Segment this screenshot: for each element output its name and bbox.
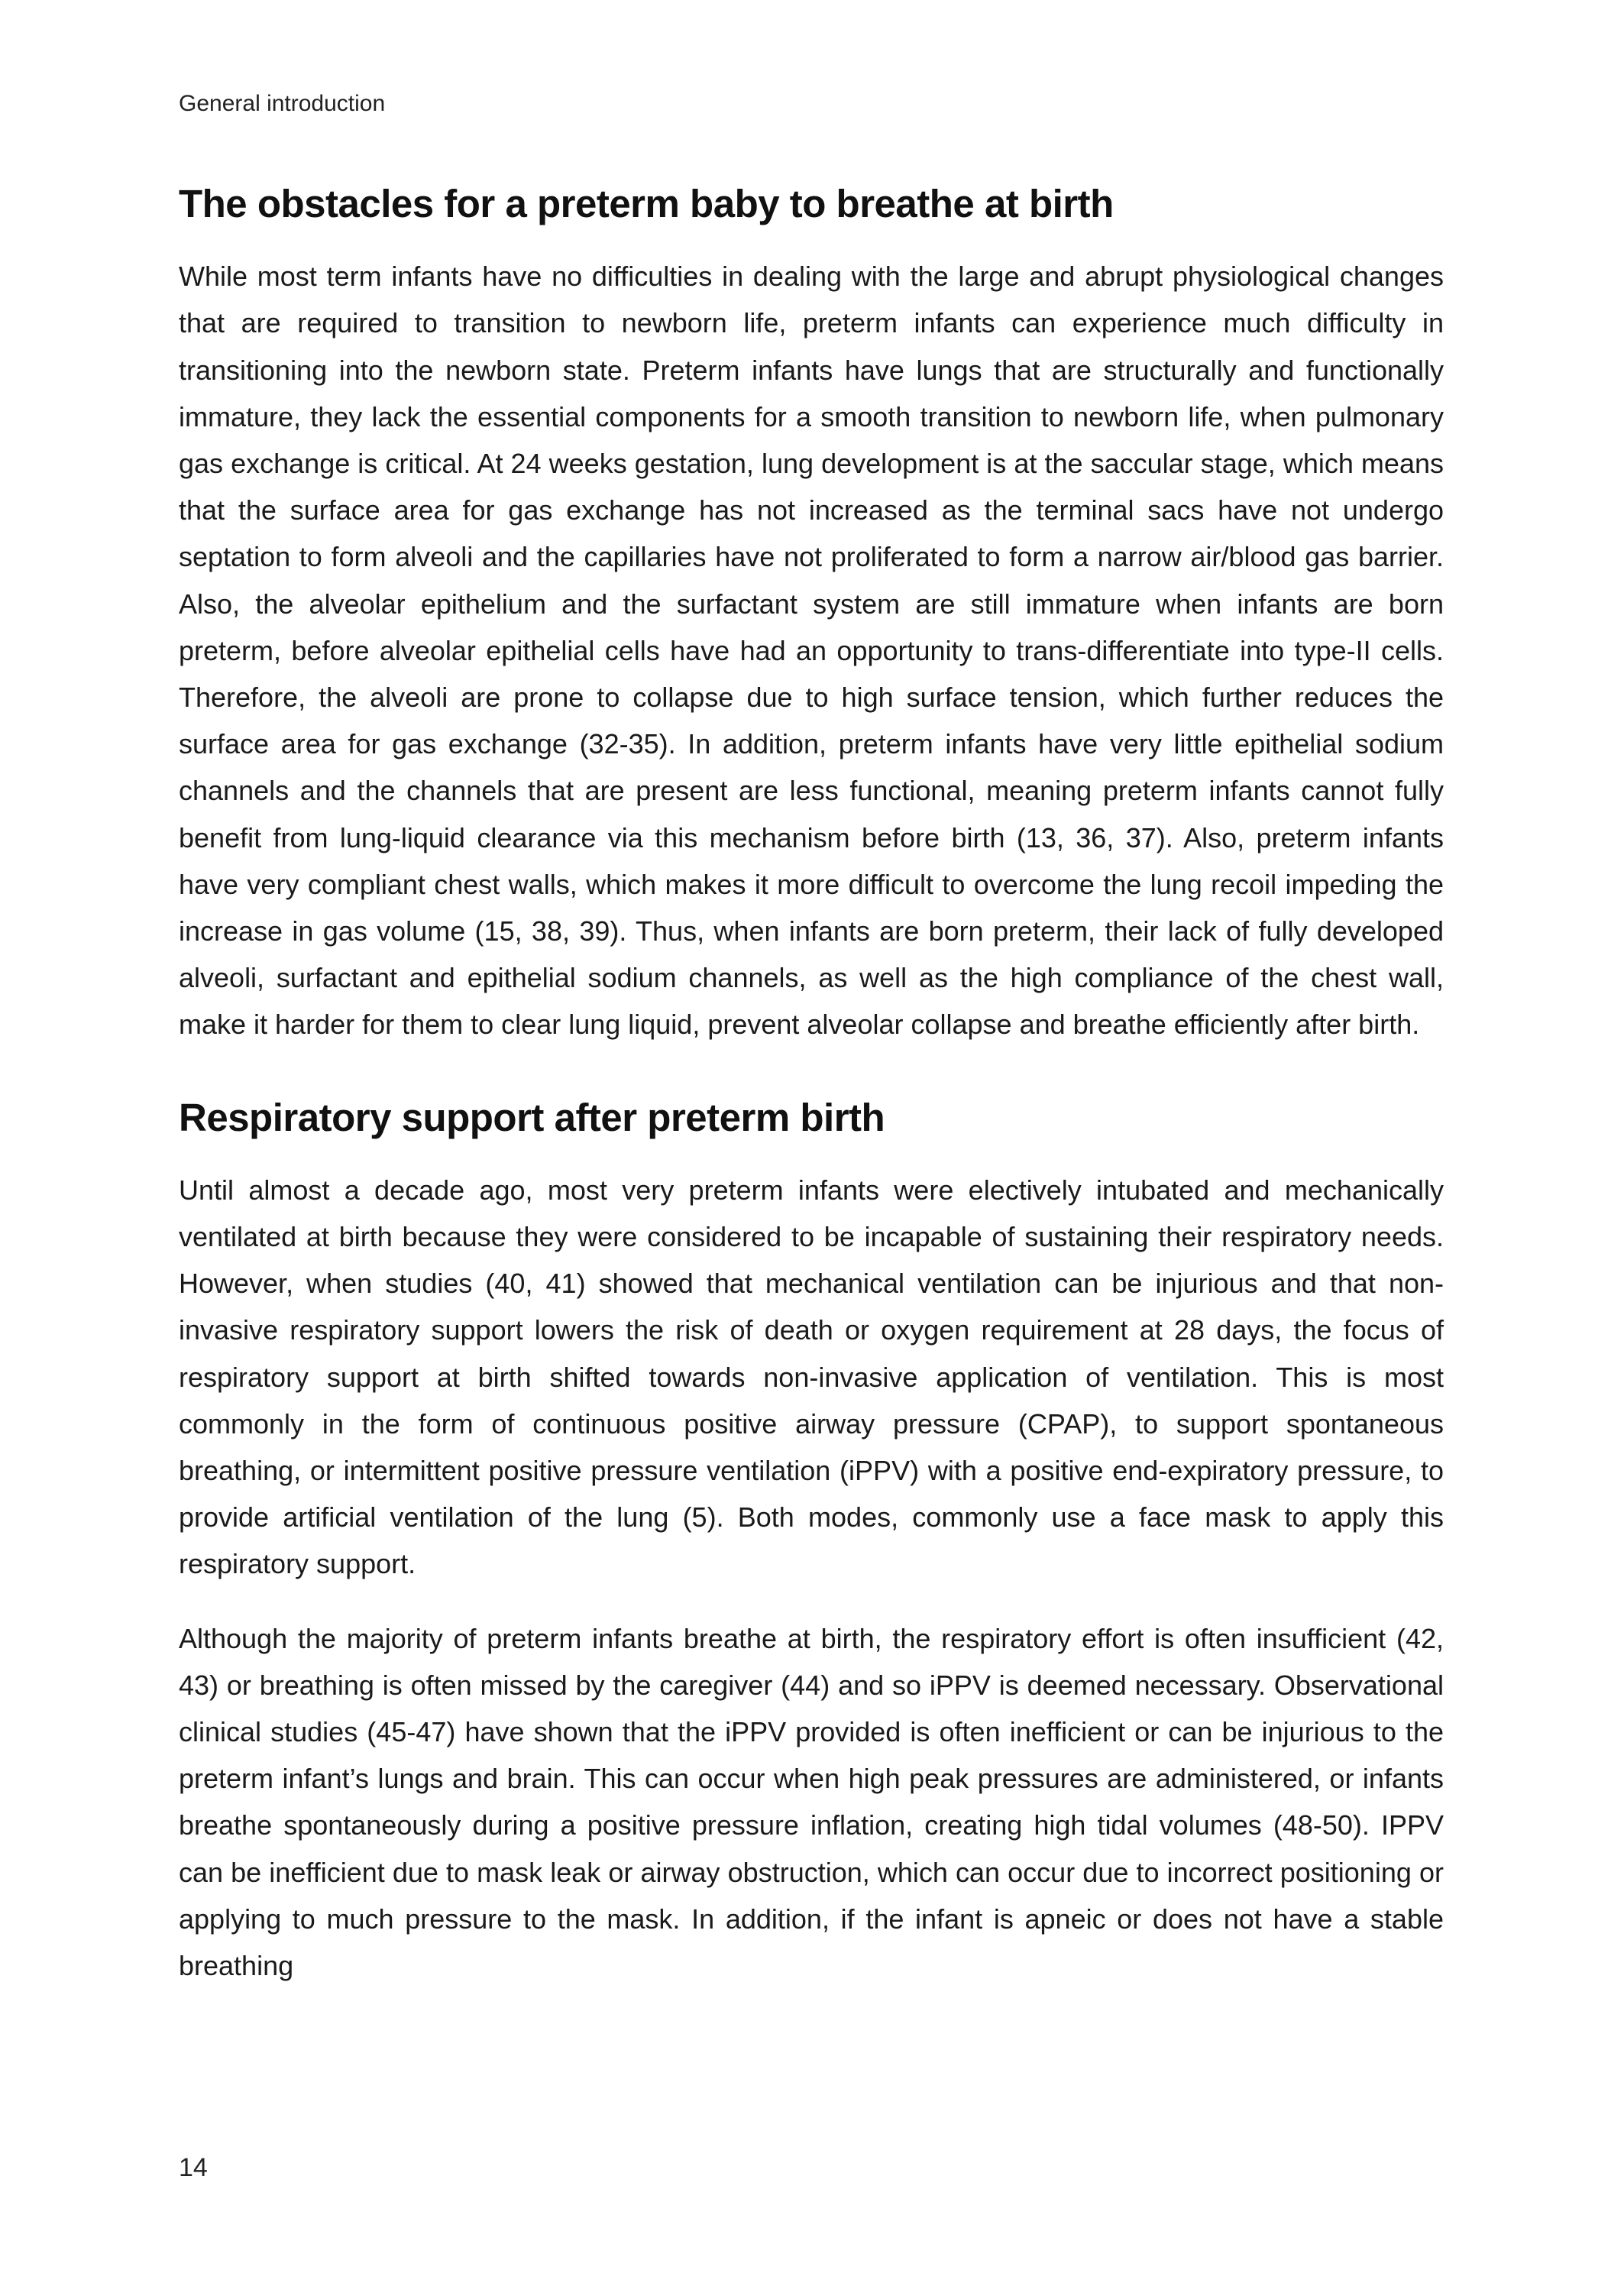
paragraph-obstacles: While most term infants have no difficulties in dealing with the large and abrupt physiological changes that are required to transition to newborn life, preterm infants can experience much difficulty in transitioning into the newborn state. Preterm infants have lungs that are structurally and functionally immature, they lack the essential components for a smooth transition to newborn life, when pulmonary gas exchange is critical. At 24 weeks gestation, lung development is at the saccular stage, which means that the surface area for gas exchange has not increased as the terminal sacs have not undergo septation to form alveoli and the capillaries have not proliferated to form a narrow air/blood gas barrier. Also, the alveolar epithelium and the surfactant system are still immature when infants are born preterm, before alveolar epithelial cells have had an opportunity to trans-differentiate into type-II cells. Therefore, the alveoli are prone to collapse due to high surface tension, which further reduces the surface area for gas exchange (32-35). In addition, preterm infants have very little epithelial sodium channels and the channels that are present are less functional, meaning preterm infants cannot fully benefit from lung-liquid clearance via this mechanism before birth (13, 36, 37). Also, preterm infants have very compliant chest walls, which makes it more difficult to overcome the lung recoil impeding the increase in gas volume (15, 38, 39). Thus, when infants are born preterm, their lack of fully developed alveoli, surfactant and epithelial sodium channels, as well as the high compliance of the chest wall, make it harder for them to clear lung liquid, prevent alveolar collapse and breathe efficiently after birth. [179, 261, 1444, 1041]
section-heading-respiratory-support: Respiratory support after preterm birth [179, 1095, 885, 1139]
page-content [179, 180, 1444, 1989]
page-number: 14 [179, 2153, 208, 2182]
running-header: General introduction [179, 91, 386, 116]
paragraph-respiratory-support-2: Although the majority of preterm infants breathe at birth, the respiratory effort is often insufficient (42, 43) or breathing is often missed by the caregiver (44) and so iPPV is deemed necessary. Observational clinical studies (45-47) have shown that the iPPV provided is often inefficient or can be injurious to the preterm infant’s lungs and brain. This can occur when high peak pressures are administered, or infants breathe spontaneously during a positive pressure inflation, creating high tidal volumes (48-50). IPPV can be inefficient due to mask leak or airway obstruction, which can occur due to incorrect positioning or applying to much pressure to the mask. In addition, if the infant is apneic or does not have a stable breathing [179, 1622, 1444, 1982]
paragraph-respiratory-support-1: Until almost a decade ago, most very preterm infants were electively intubated and mechanically ventilated at birth because they were considered to be incapable of sustaining their respiratory needs. However, when studies (40, 41) showed that mechanical ventilation can be injurious and that non-invasive respiratory support lowers the risk of death or oxygen requirement at 28 days, the focus of respiratory support at birth shifted towards non-invasive application of ventilation. This is most commonly in the form of continuous positive airway pressure (CPAP), to support spontaneous breathing, or intermittent positive pressure ventilation (iPPV) with a positive end-expiratory pressure, to provide artificial ventilation of the lung (5). Both modes, commonly use a face mask to apply this respiratory support. [179, 1174, 1444, 1580]
section-heading-obstacles: The obstacles for a preterm baby to breathe at birth [179, 182, 1114, 225]
